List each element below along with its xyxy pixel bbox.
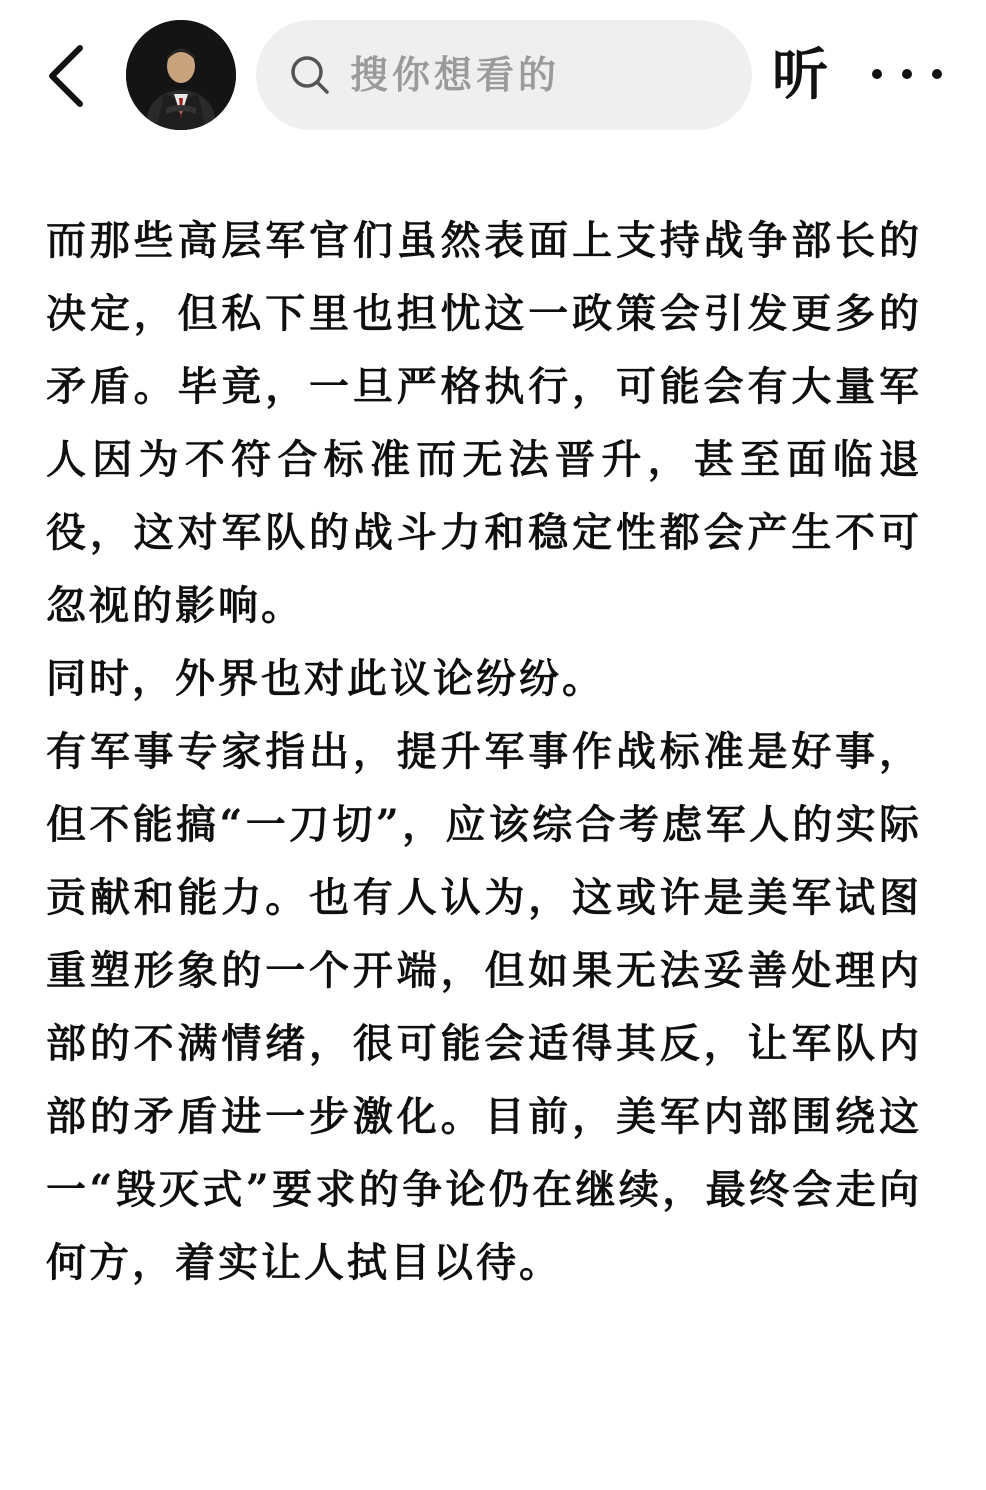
back-arrow-icon	[46, 44, 86, 108]
dot	[902, 69, 912, 79]
dot	[932, 69, 942, 79]
article-paragraph: 而那些高层军官们虽然表面上支持战争部长的决定，但私下里也担忧这一政策会引发更多的矛盾。毕竟，一旦严格执行，可能会有大量军人因为不符合标准而无法晋升，甚至面临退役，这对军队的战斗力和稳定性都会产生不可忽视的影响。	[46, 217, 922, 629]
dot	[872, 69, 882, 79]
article-paragraph: 同时，外界也对此议论纷纷。	[46, 655, 605, 702]
avatar-image	[126, 20, 236, 130]
author-avatar[interactable]	[126, 20, 236, 130]
listen-button[interactable]: 听	[772, 43, 828, 108]
article-body	[46, 204, 922, 1299]
article-paragraph: 有军事专家指出，提升军事作战标准是好事，但不能搞“一刀切”，应该综合考虑军人的实际贡献和能力。也有人认为，这或许是美军试图重塑形象的一个开端，但如果无法妥善处理内部的不满情绪，很可能会适得其反，让军队内部的矛盾进一步激化。目前，美军内部围绕这一“毁灭式”要求的争论仍在继续，最终会走向何方，着实让人拭目以待。	[46, 728, 922, 1286]
search-placeholder: 搜你想看的	[350, 53, 561, 97]
back-button[interactable]	[36, 36, 96, 116]
more-dots-icon[interactable]	[872, 44, 942, 104]
search-input[interactable]	[256, 20, 752, 130]
search-icon	[288, 53, 332, 97]
top-navigation-bar	[0, 0, 986, 150]
